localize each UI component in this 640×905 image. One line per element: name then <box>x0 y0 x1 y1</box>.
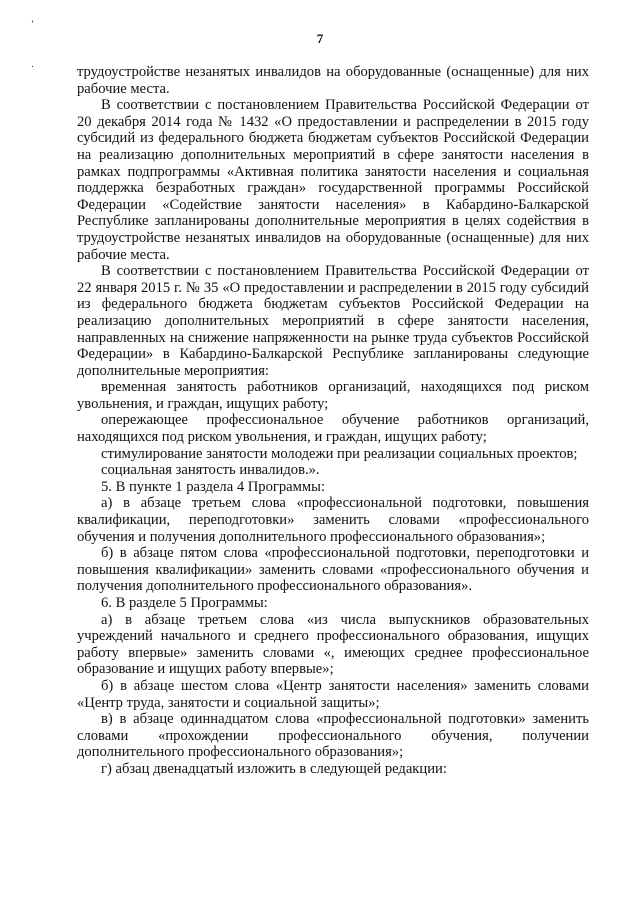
document-body <box>77 64 589 778</box>
paragraph: г) абзац двенадцатый изложить в следующей редакции: <box>101 760 447 777</box>
paragraph: а) в абзаце третьем слова «из числа выпускников образовательных учреждений начального и среднего профессионального образования, ищущих работу впервые» заменить словами «, имеющих среднее профессиональное образование и ищущих работу впервые»; <box>77 611 589 678</box>
paragraph: временная занятость работников организаций, находящихся под риском увольнения, и граждан, ищущих работу; <box>77 379 589 412</box>
page-number: 7 <box>316 31 324 46</box>
paragraph: стимулирование занятости молодежи при реализации социальных проектов; <box>101 445 578 462</box>
paragraph: б) в абзаце пятом слова «профессиональной подготовки, переподготовки и повышения квалификации» заменить словами «профессионального обучения и получения дополнительного профессионального образования». <box>77 545 589 595</box>
paragraph: опережающее профессиональное обучение работников организаций, находящихся под риском увольнения, и граждан, ищущих работу; <box>77 412 589 446</box>
scan-speck: ’ <box>31 19 34 29</box>
paragraph: б) в абзаце шестом слова «Центр занятости населения» заменить словами «Центр труда, занятости и социальной защиты»; <box>77 677 589 711</box>
scan-speck: ․ <box>31 59 35 69</box>
paragraph: социальная занятость инвалидов.». <box>101 462 320 479</box>
paragraph: а) в абзаце третьем слова «профессиональной подготовки, повышения квалификации, переподготовки» заменить словами «профессионального обучения и получения дополнительного профессионального образования»; <box>77 495 589 545</box>
paragraph: в) в абзаце одиннадцатом слова «профессиональной подготовки» заменить словами «прохождении профессионального обучения, получении дополнительного профессионального образования»; <box>77 711 589 761</box>
paragraph: В соответствии с постановлением Правительства Российской Федерации от 22 января 2015 г. № 35 «О предоставлении и распределении в 2015 году субсидий из федерального бюджета бюджетам субъектов Российской Федерации на реализацию дополнительных мероприятий в сфере занятости населения, направленных на снижение напряженности на рынке труда субъектов Российской Федерации» в Кабардино-Балкарской Республике запланированы следующие дополнительные мероприятия: <box>77 263 589 379</box>
paragraph: трудоустройстве незанятых инвалидов на оборудованные (оснащенные) для них рабочие места. <box>77 64 589 97</box>
paragraph: 5. В пункте 1 раздела 4 Программы: <box>101 478 325 495</box>
paragraph: 6. В разделе 5 Программы: <box>101 595 268 611</box>
paragraph: В соответствии с постановлением Правительства Российской Федерации от 20 декабря 2014 года № 1432 «О предоставлении и распределении в 2015 году субсидий из федерального бюджета бюджетам субъектов Российской Федерации на реализацию дополнительных мероприятий в сфере занятости населения в рамках подпрограммы «Активная политика занятости населения и социальная поддержка безработных граждан» государственной программы Российской Федерации «Содействие занятости населения» в Кабардино-Балкарской Республике запланированы дополнительные мероприятия в целях содействия в трудоустройстве незанятых инвалидов на оборудованные (оснащенные) для них рабочие места. <box>77 97 589 263</box>
